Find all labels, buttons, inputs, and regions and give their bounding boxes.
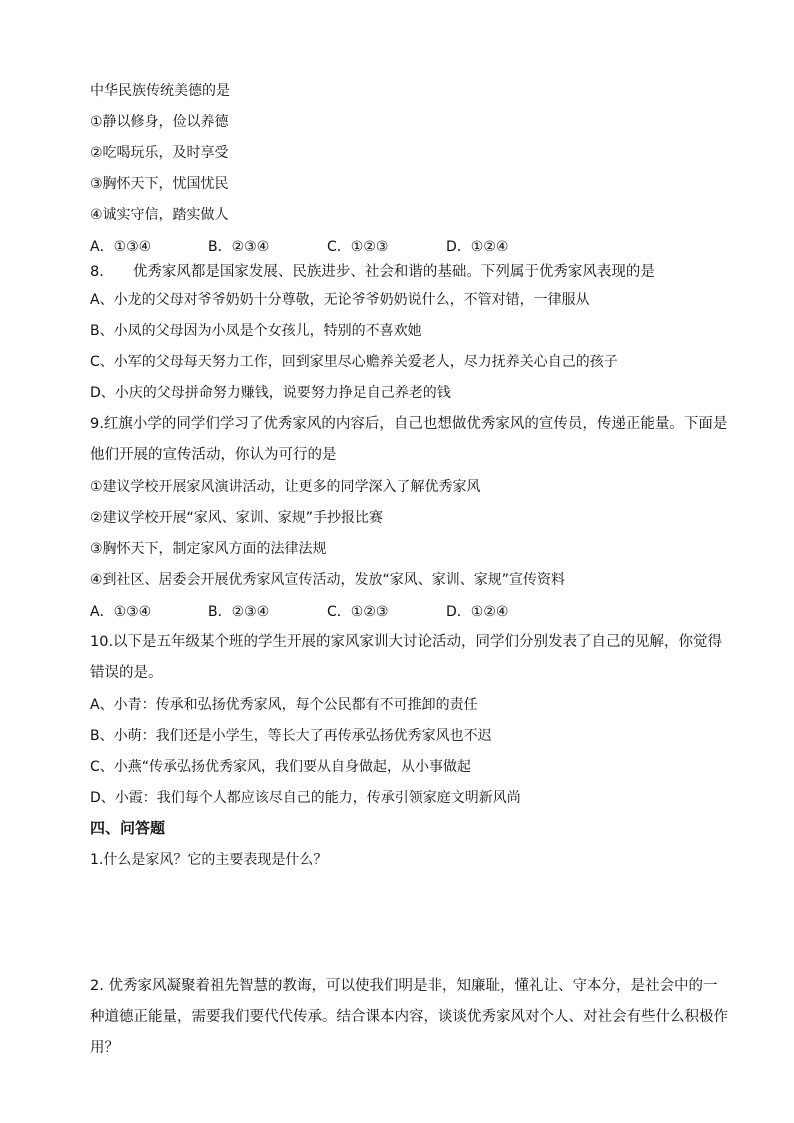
q8-option-a: A、小龙的父母对爷爷奶奶十分尊敬，无论爷爷奶奶说什么，不管对错，一律服从 — [90, 292, 590, 308]
q7-option-b: B．②③④ — [208, 239, 270, 255]
q8-option-c: C、小军的父母每天努力工作，回到家里尽心赡养关爱老人，尽力抚养关心自己的孩子 — [90, 354, 618, 370]
q7-stem-tail: 中华民族传统美德的是 — [90, 83, 230, 99]
q10-option-a: A、小青：传承和弘扬优秀家风，每个公民都有不可推卸的责任 — [90, 697, 478, 713]
q9-item-1: ①建议学校开展家风演讲活动，让更多的同学深入了解优秀家风 — [90, 479, 481, 495]
q10-stem-line-1: 10.以下是五年级某个班的学生开展的家风家训大讨论活动，同学们分别发表了自己的见解，你觉得 — [90, 634, 723, 650]
q8-stem: 8. 优秀家风都是国家发展、民族进步、社会和谐的基础。下列属于优秀家风表现的是 — [90, 264, 655, 280]
q9-option-c: C．①②③ — [327, 604, 389, 620]
q9-item-2: ②建议学校开展“家风、家训、家规”手抄报比赛 — [90, 510, 384, 526]
q9-item-4: ④到社区、居委会开展优秀家风宣传活动，发放“家风、家训、家规”宣传资料 — [90, 572, 566, 588]
q7-item-4: ④诚实守信，踏实做人 — [90, 207, 229, 223]
essay-question-2-line-1: 2. 优秀家风凝聚着祖先智慧的教诲，可以使我们明是非，知廉耻，懂礼让、守本分，是社会中的一 — [90, 978, 718, 994]
q8-option-d: D、小庆的父母拼命努力赚钱，说要努力挣足自己养老的钱 — [90, 385, 451, 401]
essay-question-2-line-2: 种道德正能量，需要我们要代代传承。结合课本内容，谈谈优秀家风对个人、对社会有些什么积极作 — [90, 1009, 728, 1025]
q7-item-2: ②吃喝玩乐，及时享受 — [90, 145, 229, 161]
q10-option-b: B、小萌：我们还是小学生，等长大了再传承弘扬优秀家风也不迟 — [90, 728, 492, 744]
q9-option-a: A．①③④ — [90, 604, 152, 620]
q9-option-d: D．①②④ — [446, 604, 509, 620]
essay-question-1: 1.什么是家风？它的主要表现是什么？ — [90, 852, 328, 868]
q9-stem-line-1: 9.红旗小学的同学们学习了优秀家风的内容后，自己也想做优秀家风的宣传员，传递正能量。下面是 — [90, 416, 728, 432]
q9-stem-line-2: 他们开展的宣传活动，你认为可行的是 — [90, 447, 337, 463]
essay-question-2-line-3: 用？ — [90, 1040, 119, 1056]
q7-item-1: ①静以修身，俭以养德 — [90, 114, 229, 130]
q9-item-3: ③胸怀天下，制定家风方面的法律法规 — [90, 541, 327, 557]
q10-option-c: C、小燕“传承弘扬优秀家风，我们要从自身做起，从小事做起 — [90, 759, 472, 775]
q10-option-d: D、小霞：我们每个人都应该尽自己的能力，传承引领家庭文明新风尚 — [90, 790, 521, 806]
section-heading: 四、问答题 — [90, 819, 166, 837]
q7-option-d: D．①②④ — [446, 239, 509, 255]
q7-item-3: ③胸怀天下，忧国忧民 — [90, 176, 229, 192]
q8-option-b: B、小凤的父母因为小凤是个女孩儿，特别的不喜欢她 — [90, 323, 422, 339]
q9-option-b: B．②③④ — [208, 604, 270, 620]
q10-stem-line-2: 错误的是。 — [90, 665, 163, 681]
q7-option-a: A．①③④ — [90, 239, 152, 255]
q7-option-c: C．①②③ — [327, 239, 389, 255]
